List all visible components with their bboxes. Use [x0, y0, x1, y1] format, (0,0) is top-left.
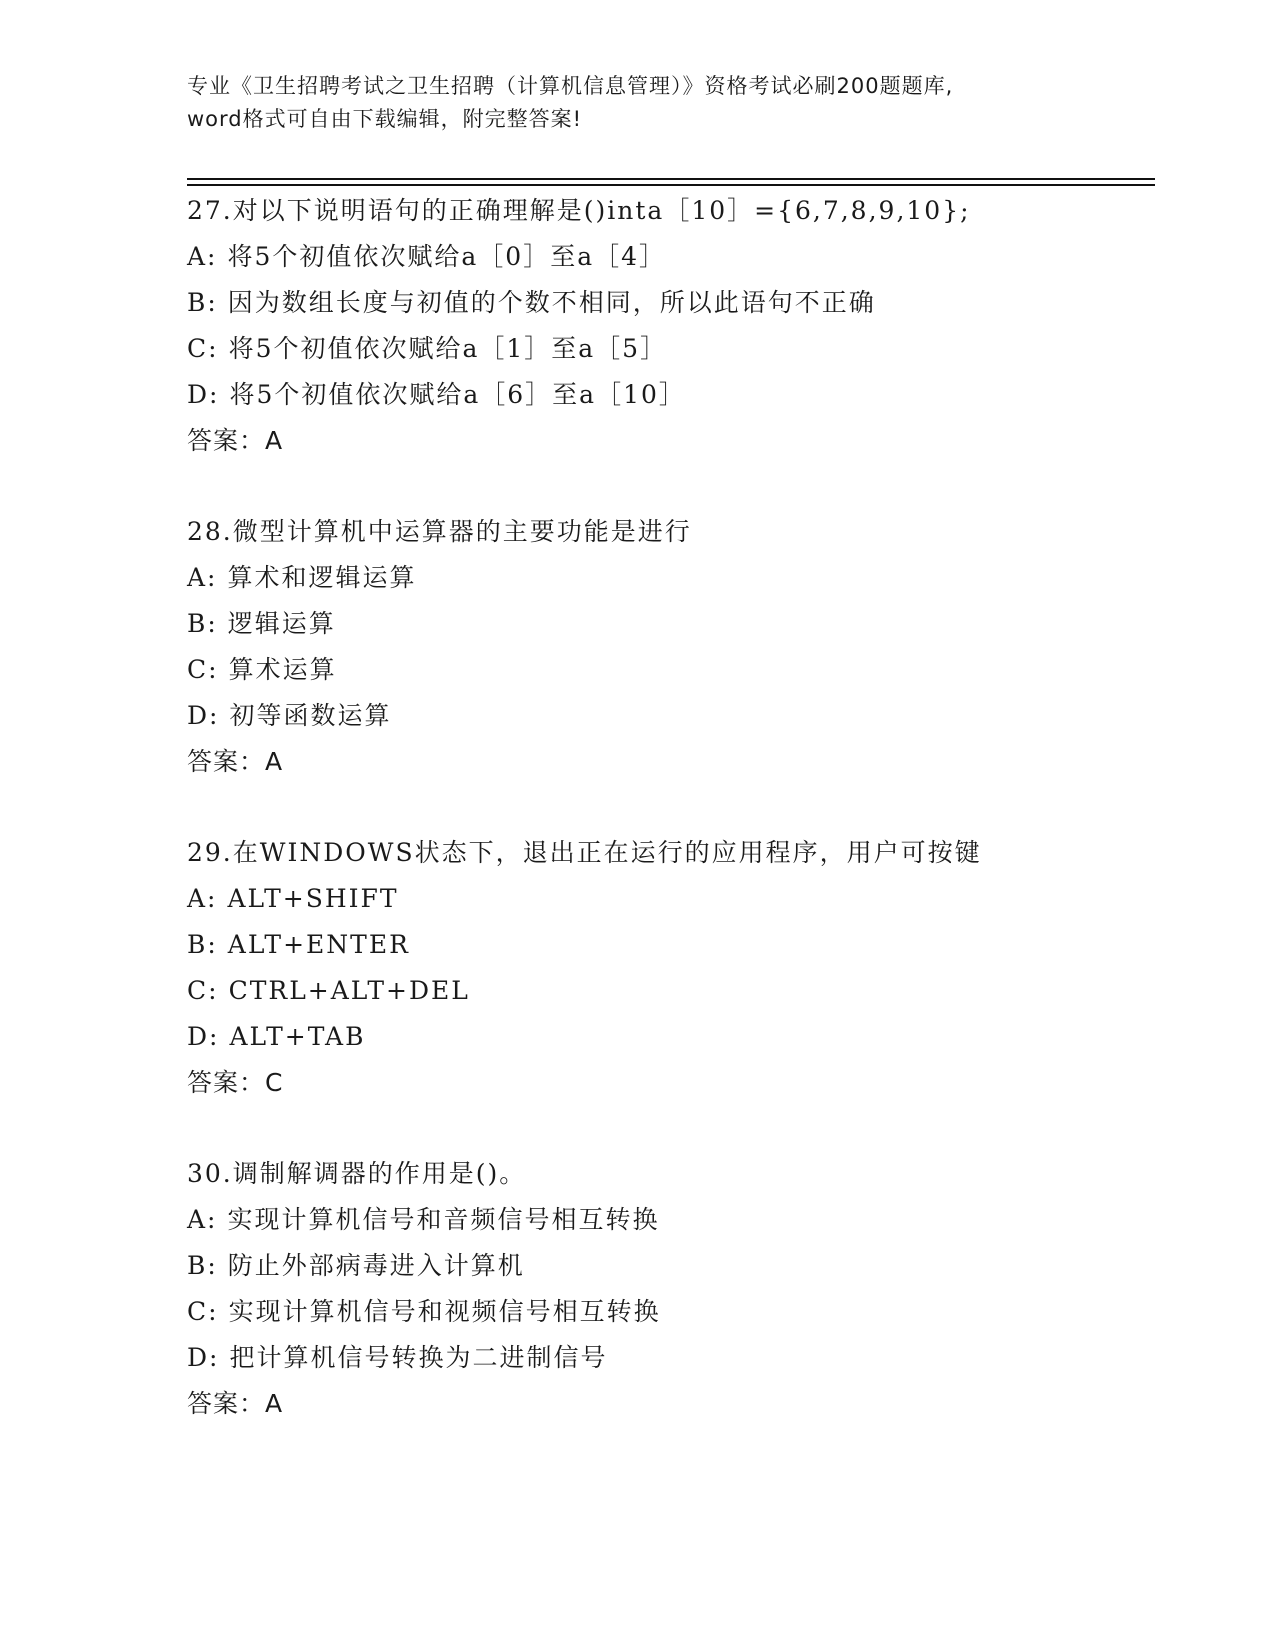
- option-text: CTRL+ALT+DEL: [228, 976, 470, 1005]
- option-text: 实现计算机信号和音频信号相互转换: [227, 1205, 660, 1234]
- option-d: [187, 693, 1147, 739]
- option-text: 把计算机信号转换为二进制信号: [229, 1343, 608, 1372]
- option-label: B:: [187, 1251, 218, 1280]
- answer-line: 答案：A: [187, 1389, 284, 1418]
- option-label: B:: [187, 930, 218, 959]
- option-d: [187, 1014, 1147, 1060]
- option-text: 防止外部病毒进入计算机: [227, 1251, 525, 1280]
- question-27: [187, 188, 1147, 464]
- option-label: D:: [187, 380, 220, 409]
- option-text: 逻辑运算: [227, 609, 336, 638]
- header-line-2: word格式可自由下载编辑，附完整答案!: [187, 107, 583, 131]
- question-stem: 27.对以下说明语句的正确理解是()inta［10］={6,7,8,9,10};: [187, 196, 971, 225]
- document-header: [187, 70, 1087, 136]
- option-c: [187, 326, 1147, 372]
- option-c: [187, 647, 1147, 693]
- option-text: 因为数组长度与初值的个数不相同，所以此语句不正确: [227, 288, 876, 317]
- option-d: [187, 1335, 1147, 1381]
- option-label: D:: [187, 1022, 220, 1051]
- question-stem: 30.调制解调器的作用是()。: [187, 1159, 527, 1188]
- answer-line: 答案：C: [187, 1068, 284, 1097]
- option-text: 将5个初值依次赋给a［1］至a［5］: [228, 334, 668, 363]
- question-28: [187, 509, 1147, 785]
- option-a: [187, 1197, 1147, 1243]
- option-text: ALT+ENTER: [227, 930, 410, 959]
- option-text: 算术和逻辑运算: [227, 563, 417, 592]
- option-label: A:: [187, 563, 218, 592]
- option-label: B:: [187, 288, 218, 317]
- option-text: 实现计算机信号和视频信号相互转换: [228, 1297, 661, 1326]
- question-list: [187, 188, 1147, 1472]
- option-text: 将5个初值依次赋给a［0］至a［4］: [227, 242, 667, 271]
- option-label: D:: [187, 701, 220, 730]
- question-29: [187, 830, 1147, 1106]
- option-label: C:: [187, 1297, 219, 1326]
- option-label: C:: [187, 334, 219, 363]
- option-b: [187, 601, 1147, 647]
- option-text: 将5个初值依次赋给a［6］至a［10］: [229, 380, 686, 409]
- question-stem: 29.在WINDOWS状态下，退出正在运行的应用程序，用户可按键: [187, 838, 982, 867]
- header-line-1: 专业《卫生招聘考试之卫生招聘（计算机信息管理）》资格考试必刷200题题库,: [187, 74, 954, 98]
- header-divider-top: [187, 178, 1155, 180]
- option-label: A:: [187, 242, 218, 271]
- option-b: [187, 922, 1147, 968]
- option-text: 算术运算: [228, 655, 337, 684]
- header-divider-bottom: [187, 184, 1155, 186]
- option-label: C:: [187, 976, 219, 1005]
- option-b: [187, 280, 1147, 326]
- option-text: ALT+SHIFT: [227, 884, 399, 913]
- option-a: [187, 234, 1147, 280]
- option-label: B:: [187, 609, 218, 638]
- option-c: [187, 968, 1147, 1014]
- option-text: 初等函数运算: [229, 701, 392, 730]
- option-label: A:: [187, 884, 218, 913]
- option-label: D:: [187, 1343, 220, 1372]
- option-d: [187, 372, 1147, 418]
- option-text: ALT+TAB: [229, 1022, 366, 1051]
- option-c: [187, 1289, 1147, 1335]
- option-label: A:: [187, 1205, 218, 1234]
- option-b: [187, 1243, 1147, 1289]
- option-a: [187, 876, 1147, 922]
- question-stem: 28.微型计算机中运算器的主要功能是进行: [187, 517, 692, 546]
- option-label: C:: [187, 655, 219, 684]
- question-30: [187, 1151, 1147, 1427]
- answer-line: 答案：A: [187, 426, 284, 455]
- option-a: [187, 555, 1147, 601]
- answer-line: 答案：A: [187, 747, 284, 776]
